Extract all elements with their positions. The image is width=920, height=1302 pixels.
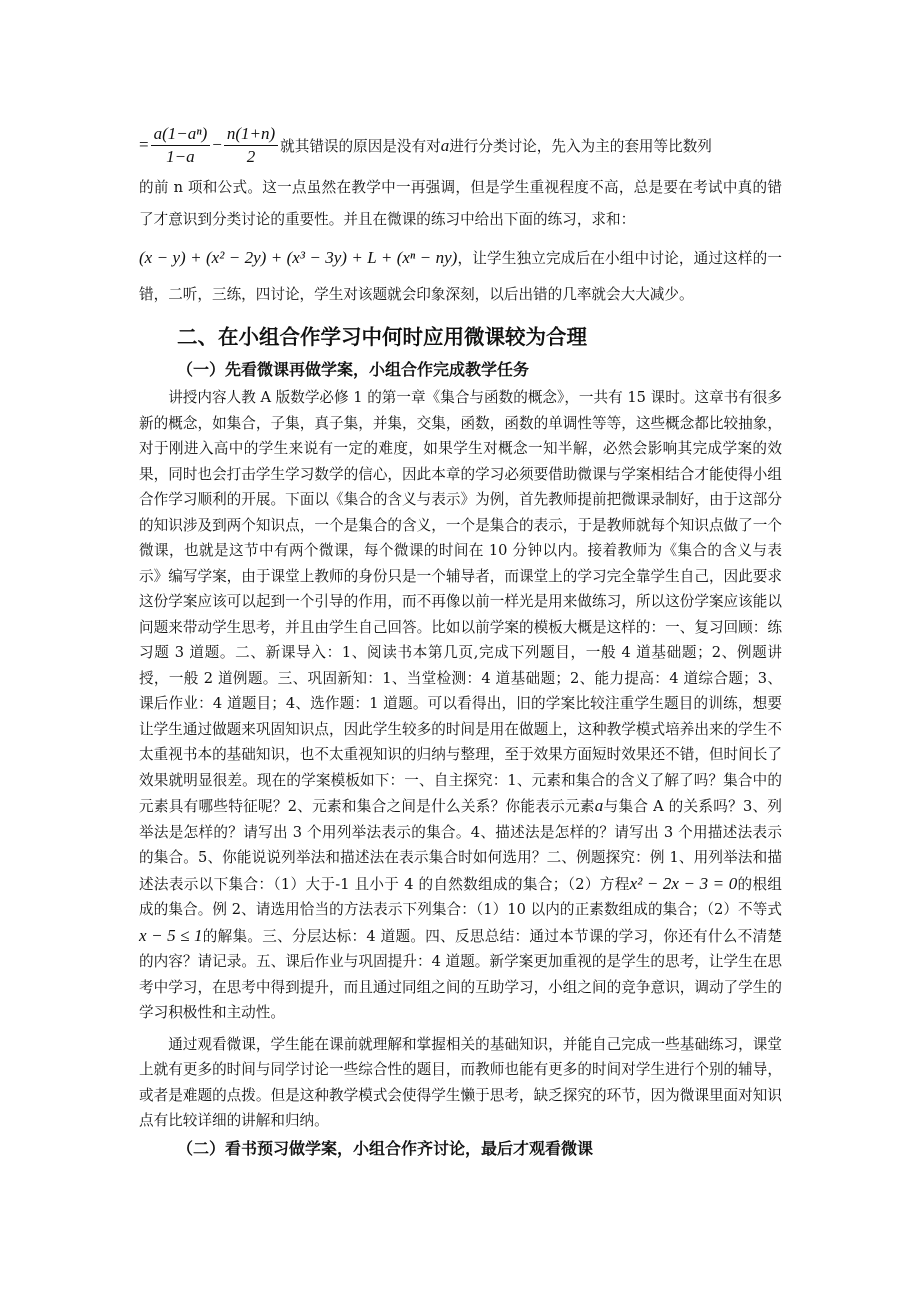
paragraph: 通过观看微课，学生能在课前就理解和掌握相关的基础知识，并能自己完成一些基础练习，课堂上就有更多的时间与同学讨论一些综合性的题目，而教师也能有更多的时间对学生进行个别的辅导，或者是难题的点拨。但是这种教学模式会使得学生懒于思考，缺乏探究的环节，因为微课里面对知识点有比较详细的讲解和归纳。 [139, 1035, 782, 1129]
fraction-denominator: 1−a [166, 146, 195, 166]
math-inequality: x − 5 ≤ 1 [139, 925, 203, 945]
paragraph-text [280, 135, 782, 156]
text-run: 就其错误的原因是没有对 [280, 137, 441, 155]
fraction-geometric-sum [151, 123, 211, 168]
text-run: 讲授内容人教 A 版数学必修 1 的第一章《集合与函数的概念》，一共有 15 课时。这章书有很多新的概念，如集合，子集，真子集，并集，交集，函数，函数的单调性等等，这些概念都比较抽象，对于刚进入高中的学生来说有一定的难度，如果学生对概念一知半解，必然会影响其完成学案的效果，同时也会打击学生学习数学的信心，因此本章的学习必须要借助微课与学案相结合才能使得小组合作学习顺利的开展。下面以《集合的含义与表示》为例，首先教师提前把微课录制好，由于这部分的知识涉及到两个知识点，一个是集合的含义，一个是集合的表示，于是教师就每个知识点做了一个微课，也就是这节中有两个微课，每个微课的时间在 10 分钟以内。接着教师为《集合的含义与表示》编写学案，由于课堂上教师的身份只是一个辅导者，而课堂上的学习完全靠学生自己，因此要求这份学案应该可以起到一个引导的作用，而不再像以前一样光是用来做练习，所以这份学案应该能以问题来带动学生思考，并且由学生自己回答。比如以前学案的模板大概是这样的：一、复习回顾：练习题 3 道题。二、新课导入：1、阅读书本第几页,完成下列题目，一般 4 道基础题；2、例题讲授，一般 2 道例题。三、巩固新知：1、当堂检测：4 道基础题；2、能力提高：4 道综合题；3、课后作业：4 道题目；4、选作题：1 道题。可以看得出，旧的学案比较注重学生题目的训练，想要让学生通过做题来巩固知识点，因此学生较多的时间是用在做题上，这种教学模式培养出来的学生不太重视书本的基础知识，也不太重视知识的归纳与整理，至于效果方面短时效果还不错，但时间长了效果就明显很差。现在的学案模板如下：一、自主探究：1、元素和集合的含义了解了吗？集合中的元素具有哪些特征呢？2、元素和集合之间是什么关系？你能表示元素 [139, 389, 782, 815]
paragraph [139, 240, 782, 313]
paragraph [139, 172, 782, 236]
text-run: 的前 n 项和公式。这一点虽然在教学中一再强调，但是学生重视程度不高，总是要在考试中真的错了才意识到分类讨论的重要性。并且在微课的练习中给出下面的练习，求和： [139, 179, 782, 228]
text-run: 与集合 A 的关系吗？3、列举法是怎样的？请写出 3 个用列举法表示的集合。4、描述法是怎样的？请写出 3 个用描述法表示的集合。5、你能说说列举法和描述法在表示集合时如何选用？二、例题探究：例 1、用列举法和描述法表示以下集合：（1）大于-1 且小于 4 的自然数组成的集合；（2）方程 [139, 798, 782, 893]
math-series: (x − y) + (x² − 2y) + (x³ − 3y) + L + (xⁿ − ny) [139, 248, 458, 267]
text-run: 的根组成的集合。例 2、请选用恰当的方法表示下列集合：（1）10 以内的正素数组成的集合；（2）不等式 [139, 875, 782, 918]
math-variable: a [440, 135, 450, 155]
math-equation: x² − 2x − 3 = 0 [629, 873, 738, 893]
document-body [139, 118, 782, 1164]
subsection-heading: （一）先看微课再做学案，小组合作完成教学任务 [177, 360, 530, 379]
math-variable: a [594, 796, 604, 815]
minus-sign: − [212, 135, 222, 154]
subsection-heading: （二）看书预习做学案，小组合作齐讨论，最后才观看微课 [177, 1138, 594, 1158]
fraction-arithmetic-sum [224, 123, 278, 168]
formula-line [139, 118, 782, 172]
fraction-numerator: n(1+n) [224, 123, 278, 146]
text-run: 的解集。三、分层达标：4 道题。四、反思总结：通过本节课的学习，你还有什么不清楚的内容？请记录。五、课后作业与巩固提升：4 道题。新学案更加重视的是学生的思考，让学生在思考中学习，在思考中得到提升，而且通过同组之间的互助学习，小组之间的竞争意识，调动了学生的学习积极性和主动性。 [139, 927, 782, 1021]
paragraph [139, 385, 782, 1026]
fraction-numerator: a(1−aⁿ) [151, 123, 211, 146]
equals-sign: = [139, 135, 149, 154]
text-run: ，让学生独立完成后在小组中讨论，通过这样的一错，二听，三练，四讨论，学生对该题就会印象深刻，以后出错的几率就会大大减少。 [139, 250, 782, 303]
text-run: 进行分类讨论，先入为主的套用等比数列 [449, 137, 712, 155]
fraction-denominator: 2 [246, 146, 256, 166]
section-heading: 二、在小组合作学习中何时应用微课较为合理 [177, 325, 587, 349]
